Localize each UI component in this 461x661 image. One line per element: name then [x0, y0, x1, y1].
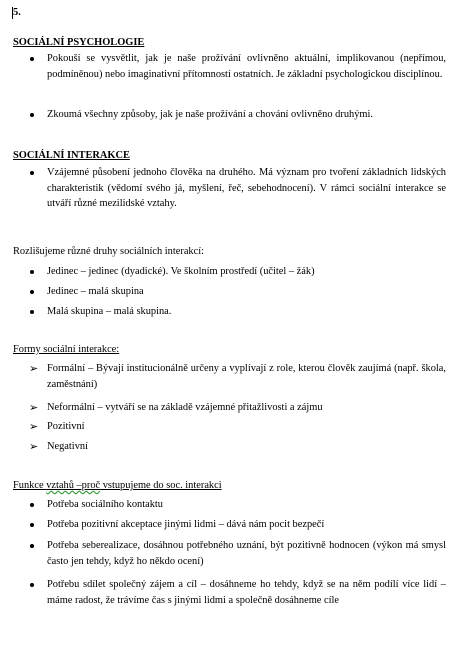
bullet-dot — [29, 284, 35, 294]
list-item: Pokouší se vysvětlit, jak je naše prožívání ovlivněno aktuální, implikovanou (nepřímou, podmíněnou) nebo imaginativní přítomností ostatních. Je základní psychologickou disciplínou. — [47, 53, 446, 80]
list-item: Neformální – vytváří se na základě vzájemné přitažlivosti a zájmu — [47, 402, 323, 413]
bullet-dot — [29, 517, 35, 527]
list-item: Potřeba seberealizace, dosáhnou potřebného uznání, být pozitivně hodnocen (výkon má smysl často jen tehdy, když ho někdo ocení) — [47, 540, 446, 567]
heading-social-interaction: SOCIÁLNÍ INTERAKCE — [13, 150, 130, 161]
heading-relationship-functions — [13, 478, 222, 494]
list-item: Potřebu sdílet společný zájem a cíl – dosáhneme ho tehdy, když se na něm podílí více lidí – máme radost, že trávíme čas s jinými lidmi a společně dosáhneme cíle — [47, 579, 446, 606]
list-item: Potřeba pozitivní akceptace jinými lidmi – dává nám pocit bezpečí — [47, 519, 325, 530]
bullet-dot — [29, 577, 35, 587]
heading-social-psychology: SOCIÁLNÍ PSYCHOLOGIE — [13, 37, 145, 48]
bullet-dot — [29, 497, 35, 507]
arrow-bullet-icon: ➢ — [29, 362, 39, 375]
heading-part: Funkce — [13, 480, 47, 491]
list-item: Negativní — [47, 441, 88, 452]
interaction-types-intro: Rozlišujeme různé druhy sociálních interakcí: — [13, 246, 205, 257]
bullet-dot — [29, 304, 35, 314]
list-item: Zkoumá všechny způsoby, jak je naše prožívání a chování ovlivněno druhými. — [47, 109, 373, 120]
list-item: Jedinec – malá skupina — [47, 286, 144, 297]
bullet-dot — [29, 538, 35, 548]
arrow-bullet-icon: ➢ — [29, 420, 39, 433]
list-item: Malá skupina – malá skupina. — [47, 306, 172, 317]
list-item: Vzájemné působení jednoho člověka na druhého. Má význam pro tvoření základních lidských charakteristik (vědomí svého já, myšlení, řeč, sebehodnocení). V rámci sociální interakce se utváří různé mezilidské vztahy. — [47, 167, 446, 209]
bullet-dot — [29, 264, 35, 274]
spellcheck-underlined-text: vztahů –proč — [46, 480, 101, 491]
page-number: 5. — [13, 7, 21, 18]
list-item: Potřeba sociálního kontaktu — [47, 499, 164, 510]
bullet-dot — [29, 165, 35, 175]
list-item: Pozitivní — [47, 421, 85, 432]
heading-part: vstupujeme do soc. interakci — [100, 480, 222, 491]
list-item: Formální – Bývají institucionálně určeny a vyplívají z role, kterou člověk zaujímá (např. škola, zaměstnání) — [47, 363, 446, 390]
bullet-dot — [29, 51, 35, 61]
heading-interaction-forms: Formy sociální interakce: — [13, 344, 120, 355]
list-item: Jedinec – jedinec (dyadické). Ve školním prostředí (učitel – žák) — [47, 266, 315, 277]
bullet-dot — [29, 107, 35, 117]
arrow-bullet-icon: ➢ — [29, 440, 39, 453]
arrow-bullet-icon: ➢ — [29, 401, 39, 414]
